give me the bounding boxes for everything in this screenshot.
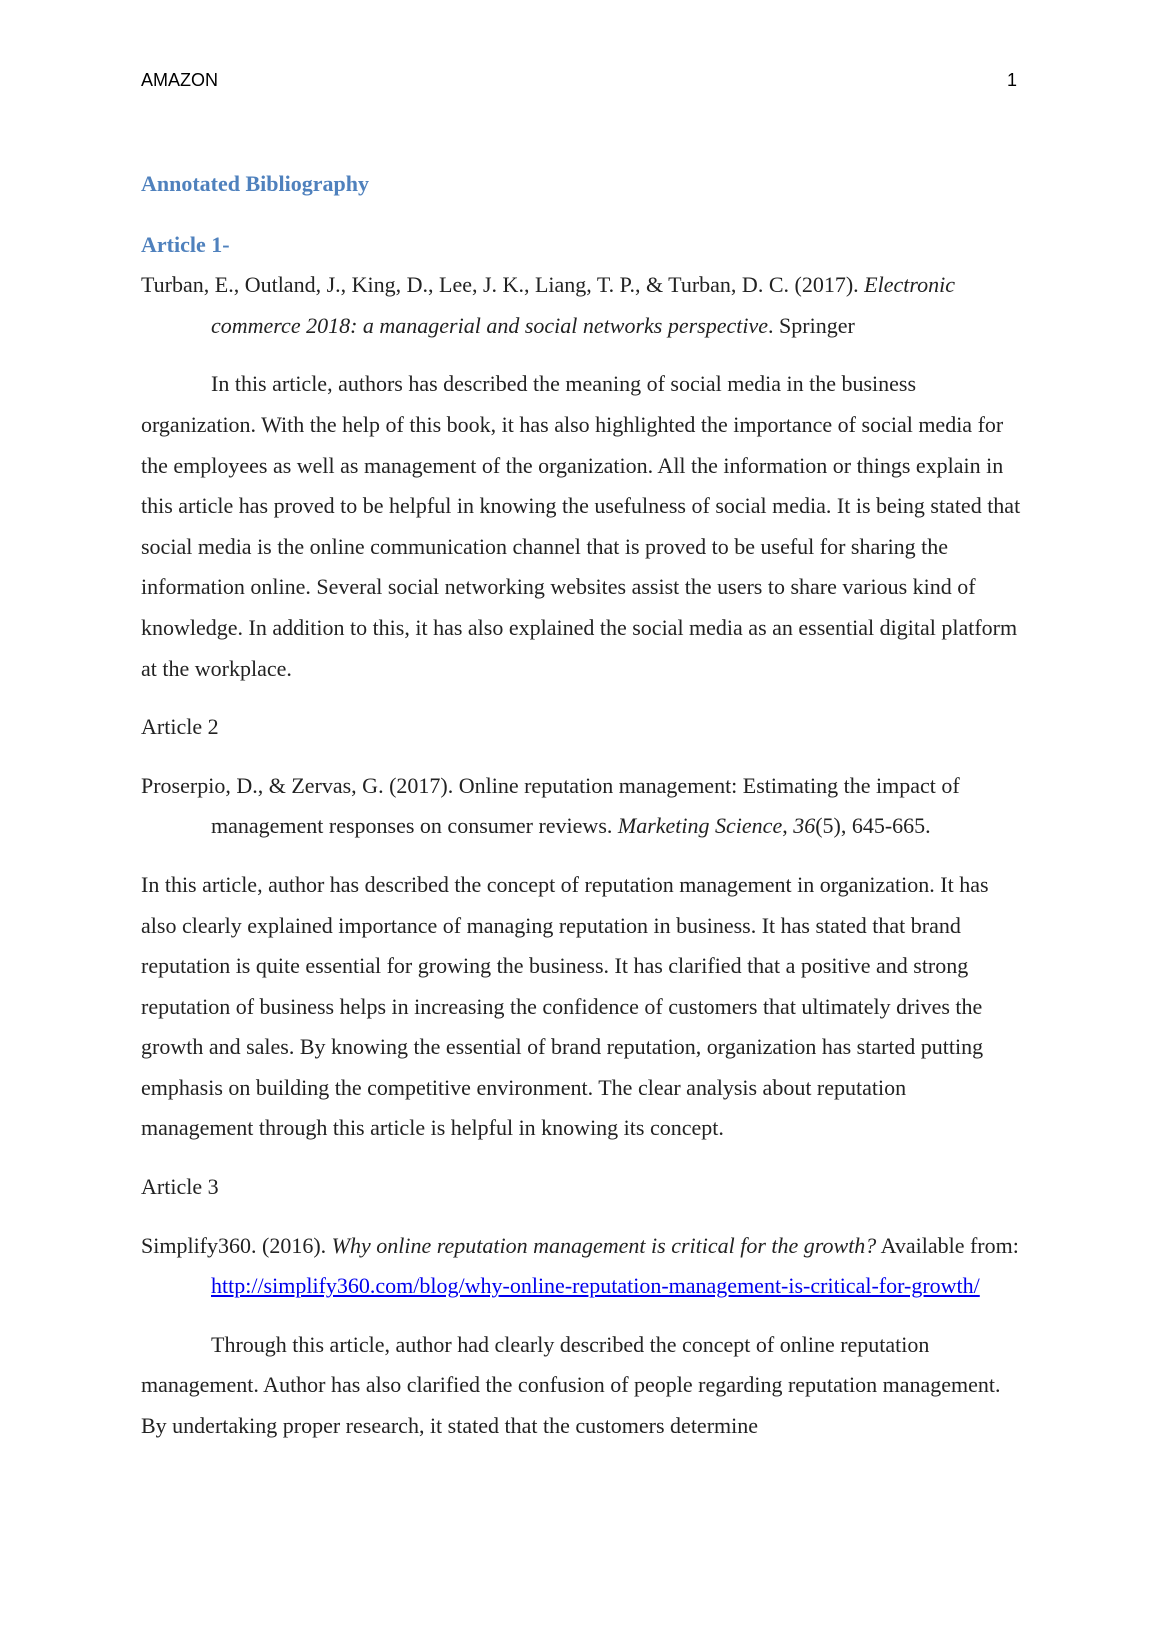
article-3-reference <box>141 1226 1021 1307</box>
article-3-title: Why online reputation management is critical for the growth? <box>331 1232 877 1258</box>
article-1-reference <box>141 265 1021 346</box>
article-1-heading: Article 1- <box>141 231 230 257</box>
article-2-journal: Marketing Science <box>617 813 783 839</box>
article-2-separator: , <box>782 813 794 839</box>
document-body <box>141 160 1021 1447</box>
article-2-reference <box>141 766 1021 847</box>
article-1-authors: Turban, E., Outland, J., King, D., Lee, J. K., Liang, T. P., & Turban, D. C. (2017). <box>141 272 865 298</box>
article-2-citation: Proserpio, D., & Zervas, G. (2017). Online reputation management: Estimating the impact of management responses on consumer reviews. <box>141 772 960 839</box>
document-title: Annotated Bibliography <box>141 171 369 196</box>
page-number: 1 <box>1006 70 1017 90</box>
article-2-annotation: In this article, author has described the concept of reputation management in organization. It has also clearly explained importance of managing reputation in business. It has stated that brand reputation is quite essential for growing the business. It has clarified that a positive and strong reputation of business helps in increasing the confidence of customers that ultimately drives the growth and sales. By knowing the essential of brand reputation, organization has started putting emphasis on building the competitive environment. The clear analysis about reputation management through this article is helpful in knowing its concept. <box>141 871 989 1141</box>
article-3-url-link[interactable]: http://simplify360.com/blog/why-online-reputation-management-is-critical-for-growth/ <box>211 1273 980 1299</box>
article-2-pages: (5), 645-665. <box>815 813 931 839</box>
article-1-annotation: In this article, authors has described the meaning of social media in the business organization. With the help of this book, it has also highlighted the importance of social media for the employees as well as management of the organization. All the information or things explain in this article has proved to be helpful in knowing the usefulness of social media. It is being stated that social media is the online communication channel that is proved to be useful for sharing the information online. Several social networking websites assist the users to share various kind of knowledge. In addition to this, it has also explained the social media as an essential digital platform at the workplace. <box>141 371 1021 681</box>
article-3-authors: Simplify360. (2016). <box>141 1232 332 1258</box>
running-head: AMAZON <box>141 70 219 90</box>
article-3-annotation: Through this article, author had clearly described the concept of online reputation management. Author has also clarified the confusion of people regarding reputation management. By undertaking proper research, it stated that the customers determine <box>141 1331 1001 1439</box>
article-3-available-from: Available from: <box>876 1232 1019 1258</box>
article-3-heading: Article 3 <box>141 1174 219 1200</box>
article-2-heading: Article 2 <box>141 714 219 740</box>
article-2-volume: 36 <box>793 813 816 839</box>
article-1-publisher: . Springer <box>768 312 855 338</box>
article-1-book-title: Electronic commerce 2018: a managerial and social networks perspective <box>211 272 955 338</box>
